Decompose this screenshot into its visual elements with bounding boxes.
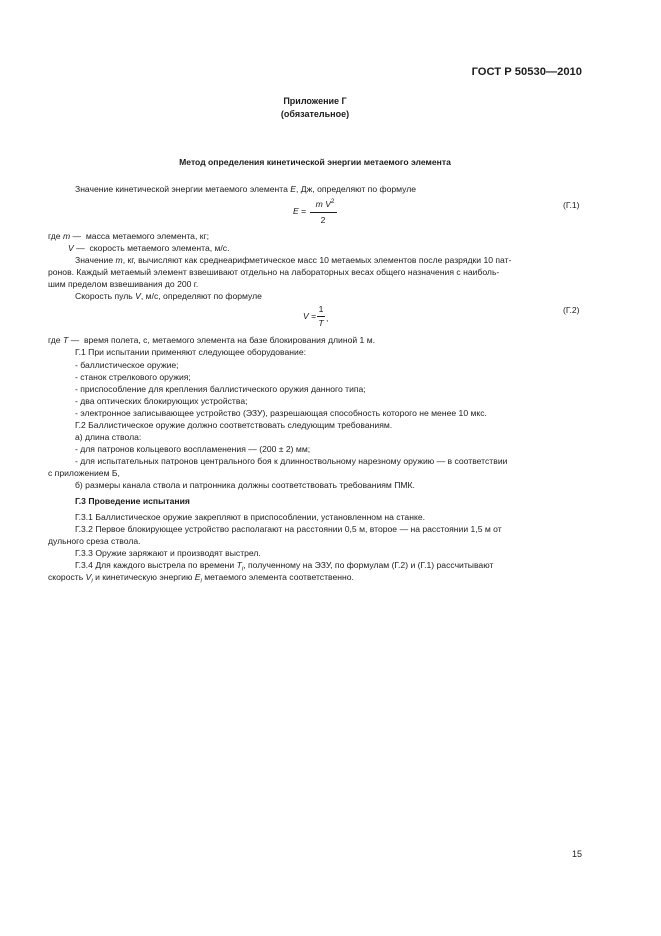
formula-2-number: (Г.2) [563,305,580,315]
where-2-symbol: T [62,335,69,345]
g3-p2-line-1: Г.3.2 Первое блокирующее устройство располагают на расстоянии 0,5 м, второе — на расстоянии 1,5 м от [75,524,502,534]
g3-p4-c: скорость [48,572,84,582]
appendix-status: (обязательное) [280,109,350,119]
g3-p4-line-2 [48,572,354,585]
mass-line-3: шим пределом взвешивания до 200 г. [48,279,199,289]
where-1-symbol-m: m [62,231,71,241]
formula-1-v: V [325,199,331,209]
intro-tail: , Дж, определяют по формуле [296,184,417,194]
appendix-title: Приложение Г [283,96,347,106]
formula-1-bar [310,212,337,213]
where-1-dash-2: — [76,243,85,253]
g3-p4-t-index: i [241,566,244,573]
formula-2-bar [317,316,325,317]
where-1-text: масса метаемого элемента, кг; [85,231,210,241]
formula-1-lhs-symbol: E [293,206,299,216]
g3-p3: Г.3.3 Оружие заряжают и производят выстрел. [75,548,261,558]
section-title: Метод определения кинетической энергии метаемого элемента [179,157,451,167]
g3-p4-f: метаемого элемента соответственно. [204,572,354,582]
g1-item: - электронное записывающее устройство (ЭЗУ), разрешающая способность которого не менее 10 мкс. [75,408,487,418]
g1-item: - два оптических блокирующих устройства; [75,396,248,406]
formula-1-number: (Г.1) [563,200,580,210]
g3-p4-v-index: i [91,578,93,585]
g1-item: - станок стрелкового оружия; [75,372,191,382]
g3-p4-e-index: i [200,578,202,585]
speed-tail: , м/с, определяют по формуле [140,291,262,301]
intro-text: Значение кинетической энергии метаемого элемента [75,184,288,194]
formula-2-denominator [301,318,341,328]
where-1-row-2 [68,243,230,253]
speed-line [75,291,262,301]
g2-a1: - для патронов кольцевого воспламенения — (200 ± 2) мм; [75,444,311,454]
formula-2-comma: , [326,313,329,323]
g1-title: Г.1 При испытании применяют следующее оборудование: [75,347,306,357]
page-number: 15 [572,849,583,859]
mass-lead: Значение [75,255,114,265]
where-1-symbol-v: V [68,243,74,253]
mass-line-1 [75,255,511,265]
mass-line-2: ронов. Каждый метаемый элемент взвешивают отдельно на лабораторных весах общего назначения с наиболь- [48,267,500,277]
speed-symbol: V [135,291,141,301]
formula-1-equals: = [301,206,307,216]
standard-id: ГОСТ Р 50530—2010 [471,66,582,78]
g3-p4-t: T [236,560,242,570]
formula-1-m: m [315,199,323,209]
formula-2-t: T [318,318,324,328]
where-2-row [48,335,375,345]
where-2-dash: — [70,335,80,345]
formula-1-power: 2 [330,199,335,206]
intro-line [75,184,416,194]
g3-p4-b: , полученному на ЭЗУ, по формулам (Г.2) и (Г.1) рассчитывают [243,560,494,570]
g3-p4-d: и кинетическую энергию [95,572,193,582]
where-1-text-2: скорость метаемого элемента, м/с. [89,243,230,253]
where-2-text: время полета, с, метаемого элемента на базе блокирования длиной 1 м. [83,335,375,345]
intro-symbol: E [290,184,296,194]
g2-b: б) размеры канала ствола и патронника должны соответствовать требованиям ПМК. [75,480,415,490]
g2-title: Г.2 Баллистическое оружие должно соответствовать следующим требованиям. [75,420,393,430]
mass-l1-tail: , кг, вычисляют как среднеарифметическое масс 10 метаемых элементов после разрядки 10 пат- [122,255,512,265]
g3-p4-e: E [194,572,201,582]
formula-2-lhs-symbol: V [303,311,309,321]
g2-a2-line-2: с приложением Б, [48,468,120,478]
g2-a: а) длина ствола: [75,432,142,442]
formula-2-equals: = [311,311,317,321]
g3-p4-a: Г.3.4 Для каждого выстрела по времени [75,560,235,570]
g3-p1: Г.3.1 Баллистическое оружие закрепляют в приспособлении, установленном на станке. [75,512,425,522]
where-1-row-1 [48,231,209,241]
speed-lead: Скорость пуль [75,291,133,301]
g3-p4-line-1 [75,560,493,573]
where-1-prefix: где [48,231,61,241]
where-1-dash: — [72,231,82,241]
where-2-prefix: где [48,335,61,345]
g1-item: - приспособление для крепления баллистического оружия данного типа; [75,384,366,394]
formula-2-numerator: 1 [318,304,324,314]
formula-1-numerator [305,199,345,209]
mass-symbol: m [115,255,123,265]
formula-1-denominator: 2 [320,215,326,225]
g3-p4-v: V [85,572,92,582]
g3-title: Г.3 Проведение испытания [75,496,190,506]
g3-p2-line-2: дульного среза ствола. [48,536,141,546]
g2-a2-line-1: - для испытательных патронов центрального боя к длинноствольному нарезному оружию — в соответствии [75,456,508,466]
g1-item: - баллистическое оружие; [75,360,179,370]
